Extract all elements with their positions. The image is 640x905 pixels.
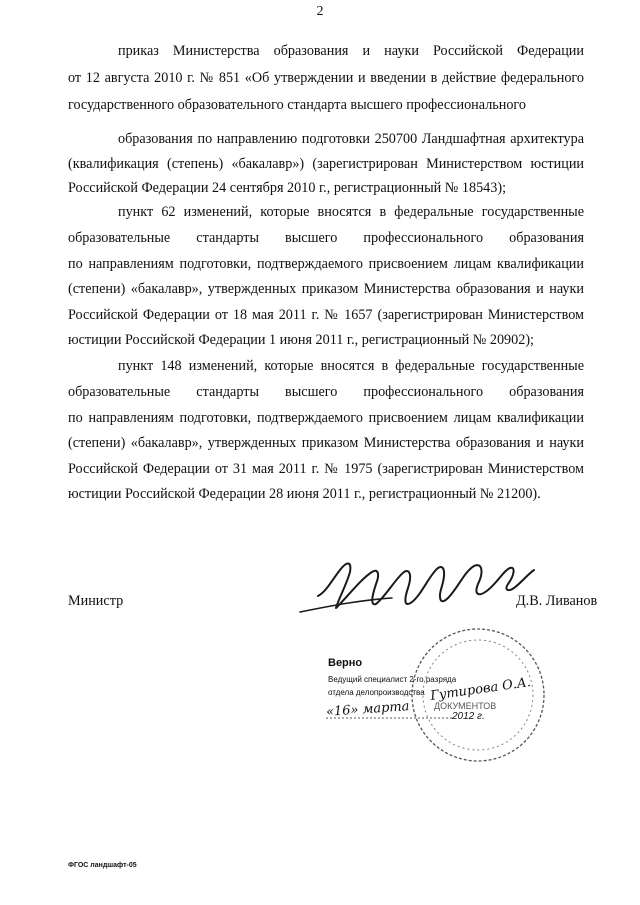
paragraph-1-line-2: от 12 августа 2010 г. № 851 «Об утверждении и введении в действие федерального [68, 70, 584, 86]
certification-handwritten-date: «16» марта [325, 699, 410, 720]
paragraph-3-line-5: Российской Федерации от 31 мая 2011 г. № 1975 (зарегистрирован Министерством [68, 461, 584, 477]
paragraph-1-line-3: государственного образовательного стандарта высшего профессионального [68, 97, 526, 113]
signatory-name: Д.В. Ливанов [516, 593, 598, 609]
certification-handwritten-name: Гутирова О.А. [429, 675, 532, 704]
paragraph-2-line-3: по направлениям подготовки, подтверждаемого присвоением лицам квалификации [68, 256, 584, 272]
certification-year: 2012 г. [452, 711, 485, 722]
paragraph-1-line-6: Российской Федерации 24 сентября 2010 г., регистрационный № 18543); [68, 180, 507, 196]
paragraph-1-line-5: (квалификация (степень) «бакалавр») (зарегистрирован Министерством юстиции [68, 156, 584, 172]
paragraph-1-line-4: образования по направлению подготовки 250700 Ландшафтная архитектура [118, 131, 584, 147]
paragraph-1-line-1: приказ Министерства образования и науки Российской Федерации [118, 43, 584, 59]
paragraph-2-line-1: пункт 62 изменений, которые вносятся в федеральные государственные [118, 204, 584, 220]
paragraph-2-line-2: образовательные стандарты высшего профессионального образования [68, 230, 584, 246]
paragraph-2-line-5: Российской Федерации от 18 мая 2011 г. № 1657 (зарегистрирован Министерством [68, 307, 584, 323]
seal-text: ДОКУМЕНТОВ [434, 701, 497, 711]
paragraph-3-line-1: пункт 148 изменений, которые вносятся в федеральные государственные [118, 358, 584, 374]
certification-department-line: отдела делопроизводства [328, 688, 425, 697]
signatory-position: Министр [68, 593, 124, 609]
paragraph-3-line-4: (степени) «бакалавр», утвержденных приказом Министерства образования и науки [68, 435, 584, 451]
paragraph-2-line-4: (степени) «бакалавр», утвержденных приказом Министерства образования и науки [68, 281, 584, 297]
page-number: 2 [316, 4, 324, 19]
paragraph-3-line-3: по направлениям подготовки, подтверждаемого присвоением лицам квалификации [68, 410, 584, 426]
paragraph-3-line-2: образовательные стандарты высшего профессионального образования [68, 384, 584, 400]
footer-code: ФГОС ландшафт-05 [68, 862, 137, 869]
paragraph-3-line-6: юстиции Российской Федерации 28 июня 2011 г., регистрационный № 21200). [68, 486, 541, 502]
certification-verno: Верно [328, 657, 363, 669]
certification-specialist-line: Ведущий специалист 2-го разряда [328, 675, 457, 684]
paragraph-2-line-6: юстиции Российской Федерации 1 июня 2011 г., регистрационный № 20902); [68, 332, 534, 348]
